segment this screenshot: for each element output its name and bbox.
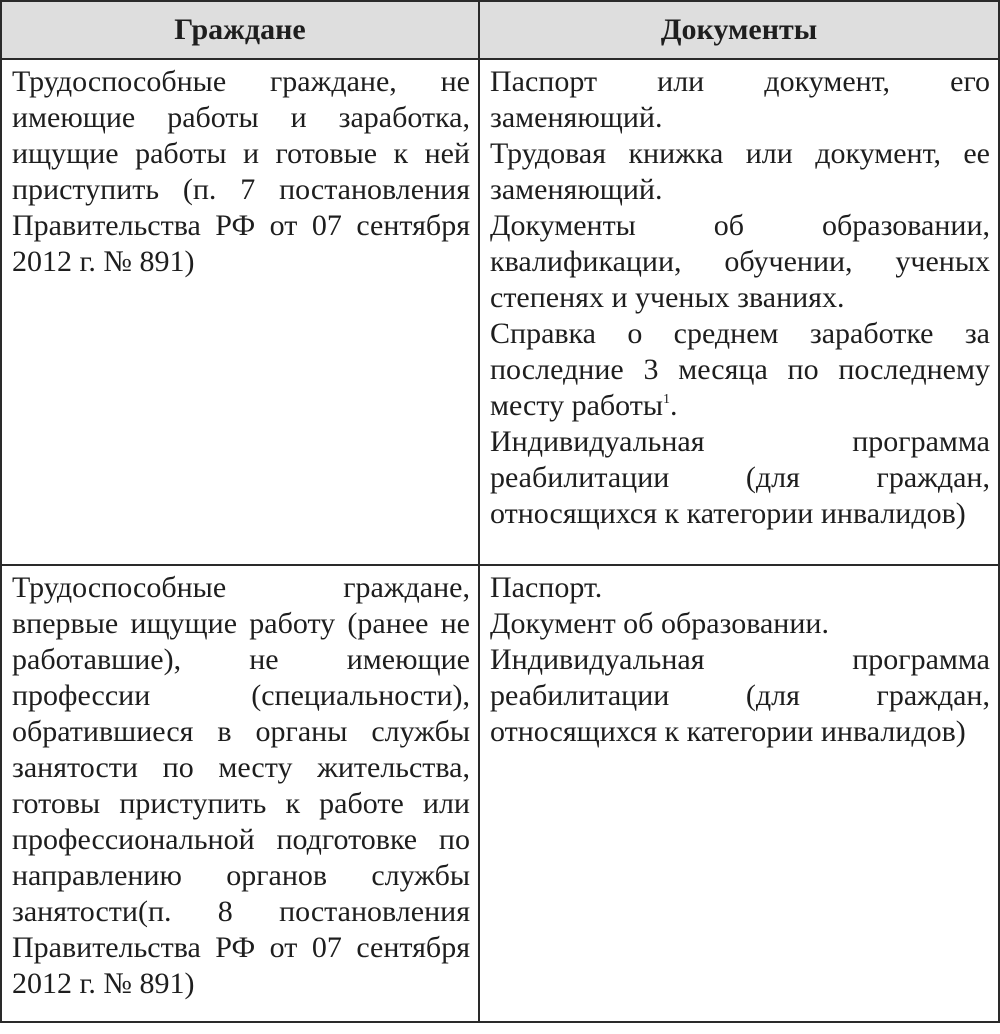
documents-cell	[479, 59, 999, 565]
citizens-text: Трудоспособные граждане, впервые ищущие работу (ранее не работавшие), не имеющие профессии (специальности), обратившиеся в органы службы занятости по месту жительства, готовы приступить к работе или профессиональной подготовке по направлению органов службы занятости(п. 8 постановления Правительства РФ от 07 сентября 2012 г. № 891)	[12, 571, 470, 1000]
citizens-cell	[1, 59, 479, 565]
document-item: Паспорт или документ, его заменяющий.	[490, 65, 990, 134]
citizens-text: Трудоспособные граждане, не имеющие работы и заработка, ищущие работы и готовые к ней приступить (п. 7 постановления Правительства РФ от 07 сентября 2012 г. № 891)	[12, 65, 470, 278]
table-header-row	[1, 1, 999, 59]
header-citizens: Граждане	[1, 1, 479, 59]
table-row	[1, 565, 999, 1022]
document-item: Индивидуальная программа реабилитации (для граждан, относящихся к категории инвалидов)	[490, 425, 990, 530]
header-documents: Документы	[479, 1, 999, 59]
document-item-text: Справка о среднем заработке за последние 3 месяца по последнему месту работы	[490, 317, 990, 422]
document-item-with-footnote: Справка о среднем заработке за последние 3 месяца по последнему месту работы$^1$.	[490, 317, 990, 422]
citizens-cell	[1, 565, 479, 1022]
document-item: Документы об образовании, квалификации, обучении, ученых степенях и ученых званиях.	[490, 209, 990, 314]
table-row	[1, 59, 999, 565]
document-item: Документ об образовании.	[490, 607, 829, 640]
document-item: Трудовая книжка или документ, ее заменяющий.	[490, 137, 990, 206]
footnote-mark: 1	[663, 392, 671, 407]
document-item: Индивидуальная программа реабилитации (для граждан, относящихся к категории инвалидов)	[490, 643, 990, 748]
documents-cell	[479, 565, 999, 1022]
document-item: Паспорт.	[490, 571, 603, 604]
